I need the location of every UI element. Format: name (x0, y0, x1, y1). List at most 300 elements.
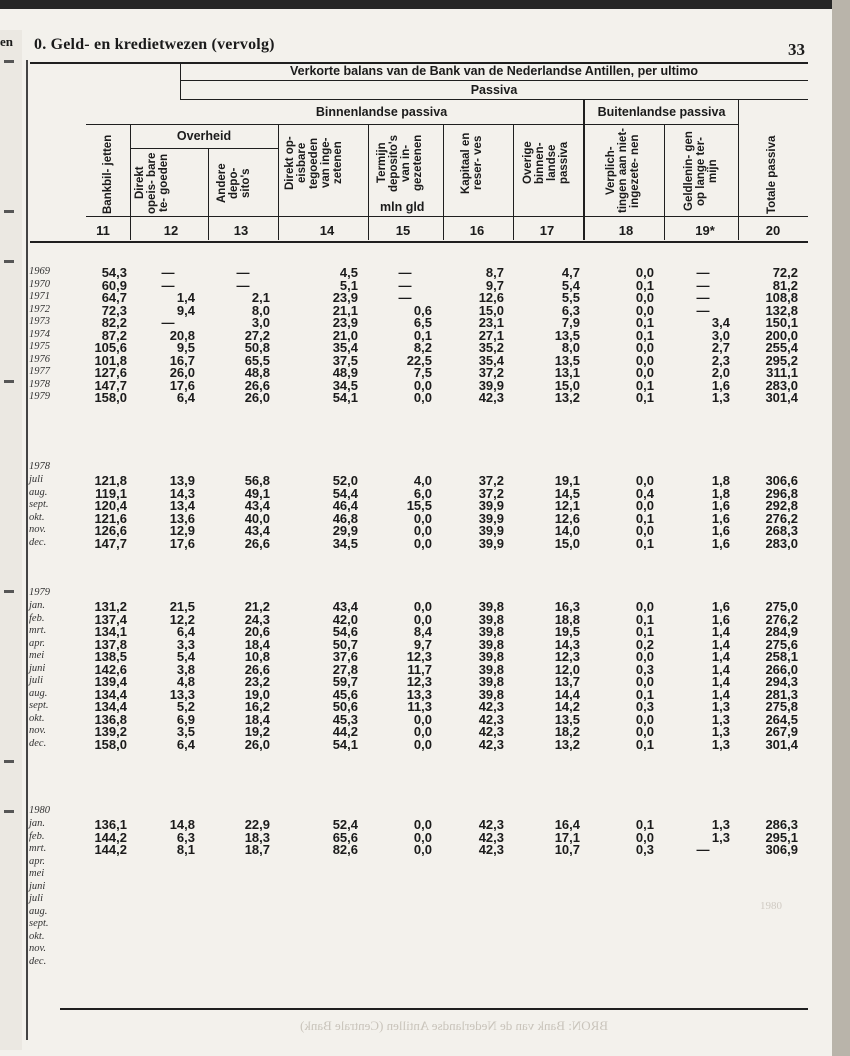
row-label: aug. (29, 486, 48, 498)
table-cell: 8,2 (413, 340, 432, 355)
table-cell: 108,8 (765, 290, 798, 305)
table-cell: 39,8 (478, 674, 504, 689)
table-cell: 18,4 (244, 711, 270, 727)
table-cell: 311,1 (766, 365, 798, 380)
table-cell: 0,0 (635, 599, 654, 614)
table-cell: 20,8 (169, 327, 195, 343)
table-cell: 82,2 (101, 315, 127, 330)
row-label: nov. (29, 524, 47, 535)
table-cell: 2,7 (711, 340, 730, 355)
table-cell: 14,4 (554, 686, 580, 702)
table-cell: 19,5 (554, 624, 580, 639)
row-label: 1973 (29, 316, 50, 327)
table-cell: 139,2 (94, 724, 127, 739)
header-rule (180, 99, 808, 100)
table-cell: 4,8 (176, 674, 195, 689)
table-cell: 144,2 (94, 829, 127, 845)
row-label: nov. (29, 943, 47, 954)
row-label: juli (29, 675, 44, 686)
table-cell: 1,6 (711, 611, 730, 627)
table-cell: 5,1 (339, 277, 358, 293)
table-cell: 21,5 (169, 599, 195, 614)
table-cell: 72,2 (772, 265, 798, 280)
table-cell: 6,0 (413, 485, 432, 501)
table-cell: 72,3 (101, 302, 127, 318)
table-cell: 286,3 (765, 817, 798, 832)
table-cell: 0,3 (635, 842, 654, 857)
section-heading: 1979 (29, 587, 50, 598)
table-cell: 54,3 (101, 265, 127, 280)
row-label: dec. (29, 536, 47, 548)
table-cell: 37,2 (478, 485, 504, 501)
table-cell: 12,6 (554, 510, 580, 526)
table-cell: 12,3 (554, 649, 580, 664)
table-cell: 120,4 (94, 498, 127, 513)
binnenlandse-heading: Binnenlandse passiva (315, 105, 448, 119)
column-number-16: 16 (469, 223, 485, 238)
table-cell: 7,9 (561, 315, 580, 330)
table-cell: 284,9 (765, 624, 798, 639)
table-cell: 144,2 (94, 842, 127, 857)
table-cell: 15,0 (554, 377, 580, 393)
table-cell: 8,0 (561, 340, 580, 355)
table-cell: 150,1 (765, 315, 798, 330)
table-cell: 39,8 (478, 686, 504, 702)
table-cell: 6,3 (176, 829, 195, 845)
table-row (0, 738, 832, 752)
table-cell: 14,5 (554, 485, 580, 501)
table-cell: 14,0 (554, 523, 580, 538)
table-cell: 13,4 (169, 498, 195, 513)
table-cell: 0,0 (635, 649, 654, 664)
table-cell: 0,1 (635, 377, 654, 393)
table-cell: 0,1 (635, 535, 654, 551)
table-cell: 50,7 (332, 636, 358, 652)
table-cell: 12,3 (406, 649, 432, 664)
table-cell: 0,0 (413, 611, 432, 627)
table-cell: 6,4 (176, 390, 195, 405)
table-cell: 142,6 (94, 661, 127, 677)
table-cell: 0,3 (635, 699, 654, 714)
table-cell: 121,6 (94, 510, 127, 526)
table-cell: 0,0 (635, 352, 654, 368)
table-cell: 158,0 (94, 390, 127, 405)
passiva-heading: Passiva (470, 83, 518, 97)
table-cell: 0,1 (635, 510, 654, 526)
table-cell: 14,3 (554, 636, 580, 652)
column-header-16: Kapitaal en reser- ves (460, 132, 484, 194)
table-cell: 6,3 (561, 302, 580, 318)
table-cell: 295,2 (765, 352, 798, 368)
table-cell: 15,0 (478, 302, 504, 318)
table-cell: 255,4 (765, 340, 798, 355)
table-cell: 1,8 (711, 473, 730, 488)
table-cell: 296,8 (765, 485, 798, 501)
table-cell: 65,6 (332, 829, 358, 845)
table-cell: 138,5 (94, 649, 127, 664)
table-cell: 46,8 (332, 510, 358, 526)
table-cell: 12,1 (554, 498, 580, 513)
table-cell: 15,5 (406, 498, 432, 513)
table-bottom-rule (60, 1008, 808, 1010)
table-cell: 5,4 (176, 649, 195, 664)
table-cell: 2,0 (711, 365, 730, 380)
column-number-20: 20 (765, 223, 781, 238)
table-cell: 42,3 (478, 817, 504, 832)
table-cell: 134,4 (94, 686, 127, 702)
table-cell: 0,0 (635, 711, 654, 727)
table-cell: 54,4 (332, 485, 358, 501)
table-cell: 267,9 (765, 724, 798, 739)
table-cell: 0,0 (413, 711, 432, 727)
row-label: 1975 (29, 341, 50, 352)
table-cell: 13,2 (554, 736, 580, 752)
column-divider (443, 124, 444, 240)
table-cell: 54,6 (332, 624, 358, 639)
table-cell: 21,2 (244, 599, 270, 614)
table-cell: 35,2 (478, 340, 504, 355)
table-cell: 43,4 (244, 523, 270, 538)
table-cell: 301,4 (765, 736, 798, 752)
table-cell: 39,8 (478, 661, 504, 677)
table-cell: 18,3 (244, 829, 270, 845)
table-cell: 0,0 (413, 842, 432, 857)
header-rule (180, 80, 808, 81)
table-cell: 42,3 (478, 736, 504, 752)
table-cell: 37,2 (478, 473, 504, 488)
table-cell: 22,5 (406, 352, 432, 368)
row-label: dec. (29, 955, 47, 967)
table-cell: 137,4 (94, 611, 127, 627)
column-number-13: 13 (233, 223, 249, 238)
table-cell: 23,2 (244, 674, 270, 689)
table-cell: 6,4 (176, 624, 195, 639)
table-cell: 42,0 (332, 611, 358, 627)
table-cell: 276,2 (765, 510, 798, 526)
table-cell: 0,0 (413, 510, 432, 526)
table-cell: 275,8 (765, 699, 798, 714)
row-label: 1977 (29, 366, 50, 377)
row-label: sept. (29, 918, 49, 929)
table-cell: 39,8 (478, 624, 504, 639)
table-cell: 13,2 (554, 390, 580, 405)
table-cell: 39,8 (478, 611, 504, 627)
table-cell: 87,2 (101, 327, 127, 343)
table-cell: — (236, 265, 250, 280)
table-cell: 126,6 (94, 523, 127, 538)
table-cell: 1,4 (711, 686, 730, 702)
column-header-19: Geldlenin- gen op lange ter- mijn (683, 131, 719, 211)
table-cell: 27,8 (332, 661, 358, 677)
table-cell: 10,7 (554, 842, 580, 857)
table-row (0, 956, 832, 970)
table-cell: 158,0 (94, 736, 127, 752)
header-rule (130, 148, 278, 149)
table-cell: 81,2 (772, 277, 798, 293)
row-label: apr. (29, 637, 46, 649)
table-cell: — (161, 265, 175, 280)
table-title: Verkorte balans van de Bank van de Nederlandse Antillen, per ultimo (290, 64, 698, 78)
table-cell: 0,0 (413, 724, 432, 739)
table-cell: 105,6 (94, 340, 127, 355)
table-cell: 281,3 (765, 686, 798, 702)
table-cell: 0,0 (635, 365, 654, 380)
table-cell: 306,6 (765, 473, 798, 488)
table-cell: 0,1 (635, 327, 654, 343)
row-label: mei (29, 868, 45, 879)
column-header-11: Bankbil- jetten (102, 134, 114, 214)
table-cell: 12,0 (554, 661, 580, 677)
row-label: juli (29, 474, 44, 485)
table-cell: 13,3 (406, 686, 432, 702)
table-cell: 17,6 (169, 377, 195, 393)
table-cell: 19,0 (244, 686, 270, 702)
table-cell: — (696, 290, 710, 305)
row-label: 1971 (29, 291, 50, 302)
table-cell: 45,6 (332, 686, 358, 702)
table-cell: 1,6 (711, 510, 730, 526)
table-cell: 0,3 (635, 661, 654, 677)
row-label: aug. (29, 687, 48, 699)
table-cell: 22,9 (244, 817, 270, 832)
table-cell: 59,7 (332, 674, 358, 689)
table-cell: 0,0 (635, 473, 654, 488)
table-cell: 0,0 (413, 736, 432, 752)
table-cell: 27,2 (244, 327, 270, 343)
table-cell: 258,1 (765, 649, 798, 664)
table-cell: 1,6 (711, 377, 730, 393)
table-cell: 5,4 (561, 277, 580, 293)
table-cell: 23,9 (332, 290, 358, 305)
table-cell: 44,2 (332, 724, 358, 739)
table-cell: 35,4 (478, 352, 504, 368)
table-cell: 52,4 (332, 817, 358, 832)
table-cell: 3,4 (711, 315, 730, 330)
table-cell: 42,3 (478, 724, 504, 739)
column-number-18: 18 (618, 223, 634, 238)
table-cell: 26,6 (244, 377, 270, 393)
table-cell: 29,9 (332, 523, 358, 538)
table-cell: 43,4 (244, 498, 270, 513)
table-cell: 0,0 (635, 523, 654, 538)
table-cell: 82,6 (332, 842, 358, 857)
table-cell: 17,6 (169, 535, 195, 551)
table-cell: 0,0 (635, 302, 654, 318)
table-cell: 13,3 (169, 686, 195, 702)
table-cell: 1,6 (711, 599, 730, 614)
table-cell: 16,7 (169, 352, 195, 368)
table-cell: 0,0 (635, 290, 654, 305)
table-cell: 37,6 (332, 649, 358, 664)
table-cell: 42,3 (478, 390, 504, 405)
column-header-20: Totale passiva (766, 135, 778, 214)
table-cell: 1,4 (711, 649, 730, 664)
row-label: feb. (29, 612, 45, 624)
column-header-18: Verplich- tingen aan niet- ingezete- nen (605, 128, 641, 214)
table-cell: 1,3 (711, 724, 730, 739)
table-cell: 0,4 (635, 485, 654, 501)
table-cell: 12,9 (169, 523, 195, 538)
table-cell: 4,7 (561, 265, 580, 280)
row-label: 1976 (29, 353, 50, 365)
table-cell: 0,1 (635, 817, 654, 832)
table-cell: 264,5 (765, 711, 798, 727)
table-cell: 121,8 (94, 473, 127, 488)
row-label: feb. (29, 830, 45, 842)
row-label: mei (29, 650, 45, 661)
table-cell: 275,6 (765, 636, 798, 652)
table-cell: 17,1 (554, 829, 580, 845)
table-cell: 276,2 (765, 611, 798, 627)
column-header-15: Termijn deposito's van in- gezetenen (376, 134, 424, 192)
table-cell: 13,1 (554, 365, 580, 380)
table-cell: 1,8 (711, 485, 730, 501)
row-label: juli (29, 893, 44, 904)
table-cell: 11,3 (407, 699, 432, 714)
header-rule (86, 216, 808, 217)
table-cell: 8,1 (176, 842, 195, 857)
table-cell: 0,0 (635, 498, 654, 513)
table-cell: 147,7 (94, 535, 127, 551)
table-cell: 0,1 (635, 611, 654, 627)
table-cell: 21,0 (332, 327, 358, 343)
table-cell: 266,0 (765, 661, 798, 677)
table-cell: 15,0 (554, 535, 580, 551)
table-cell: 0,0 (413, 523, 432, 538)
column-header-17: Overige binnen- landse passiva (522, 141, 570, 185)
row-label: jan. (29, 600, 46, 611)
table-cell: 0,1 (413, 327, 432, 343)
table-cell: — (161, 277, 175, 293)
table-cell: 50,6 (332, 699, 358, 714)
table-cell: 1,3 (711, 390, 730, 405)
table-cell: 5,2 (176, 699, 195, 714)
table-cell: 23,9 (332, 315, 358, 330)
table-cell: 139,4 (94, 674, 127, 689)
column-divider (208, 148, 209, 240)
table-cell: 119,1 (95, 485, 127, 501)
table-cell: 0,0 (635, 829, 654, 845)
table-row (0, 537, 832, 551)
row-label: 1970 (29, 278, 50, 290)
bleed-through-text: 1980 (760, 900, 782, 912)
scan-right-edge (832, 0, 850, 1056)
table-cell: 1,3 (711, 711, 730, 727)
table-cell: 127,6 (94, 365, 127, 380)
table-cell: 137,8 (94, 636, 127, 652)
table-cell: 0,0 (413, 817, 432, 832)
table-cell: 10,8 (244, 649, 270, 664)
table-cell: 1,3 (711, 736, 730, 752)
table-cell: 26,0 (244, 390, 270, 405)
table-cell: 40,0 (244, 510, 270, 526)
column-divider (738, 100, 739, 240)
table-cell: 48,8 (244, 365, 270, 380)
table-cell: 43,4 (332, 599, 358, 614)
table-cell: 3,0 (251, 315, 270, 330)
table-cell: 46,4 (332, 498, 358, 513)
table-cell: 136,1 (94, 817, 127, 832)
table-cell: 9,4 (176, 302, 195, 318)
table-cell: 52,0 (332, 473, 358, 488)
column-divider (368, 124, 369, 240)
table-cell: — (236, 277, 250, 293)
row-label: sept. (29, 499, 49, 510)
table-cell: 0,1 (635, 736, 654, 752)
table-cell: 14,8 (169, 817, 195, 832)
table-cell: 7,5 (413, 365, 432, 380)
row-label: dec. (29, 737, 47, 749)
table-cell: 2,3 (711, 352, 730, 368)
row-label: nov. (29, 725, 47, 736)
table-cell: 39,8 (478, 636, 504, 652)
table-cell: 6,4 (176, 736, 195, 752)
column-number-17: 17 (539, 223, 555, 238)
unit-label: mln gld (380, 200, 425, 214)
table-cell: 0,1 (635, 390, 654, 405)
table-cell: 2,1 (251, 290, 270, 305)
column-header-12: Direkt opeis- bare te- goeden (134, 152, 170, 214)
table-cell: 147,7 (94, 377, 127, 393)
table-cell: 56,8 (244, 473, 270, 488)
table-cell: 8,4 (413, 624, 432, 639)
buitenlandse-heading: Buitenlandse passiva (597, 105, 726, 119)
table-cell: 0,1 (635, 315, 654, 330)
table-cell: 19,1 (554, 473, 580, 488)
header-rule-bottom (30, 241, 808, 243)
table-cell: 12,6 (478, 290, 504, 305)
table-cell: 26,6 (244, 661, 270, 677)
table-cell: 18,2 (554, 724, 580, 739)
table-cell: — (696, 842, 710, 857)
table-cell: 39,9 (478, 535, 504, 551)
table-cell: 1,4 (176, 290, 195, 305)
table-cell: 0,0 (413, 535, 432, 551)
table-cell: — (696, 302, 710, 318)
table-cell: 16,4 (554, 817, 580, 832)
table-cell: 50,8 (244, 340, 270, 355)
table-cell: 134,4 (94, 699, 127, 714)
table-cell: 11,7 (407, 661, 432, 677)
table-cell: 14,3 (169, 485, 195, 501)
table-cell: 16,3 (554, 599, 580, 614)
row-label: 1974 (29, 328, 50, 340)
table-cell: 60,9 (101, 277, 127, 293)
header-rule (86, 124, 738, 125)
table-cell: 131,2 (94, 599, 127, 614)
table-cell: 16,2 (244, 699, 270, 714)
table-cell: 0,6 (413, 302, 432, 318)
table-cell: 65,5 (244, 352, 270, 368)
table-cell: 295,1 (765, 829, 798, 845)
column-divider (664, 124, 665, 240)
table-cell: 24,3 (244, 611, 270, 627)
table-cell: 275,0 (765, 599, 798, 614)
page-title: 0. Geld- en kredietwezen (vervolg) (34, 36, 275, 53)
table-cell: 0,0 (413, 390, 432, 405)
table-cell: 34,5 (332, 377, 358, 393)
row-label: mrt. (29, 843, 47, 854)
table-cell: 35,4 (332, 340, 358, 355)
table-cell: 4,0 (413, 473, 432, 488)
table-cell: 39,9 (478, 523, 504, 538)
table-cell: 9,7 (485, 277, 504, 293)
row-label: apr. (29, 855, 46, 867)
row-label: mrt. (29, 625, 47, 636)
page-number: 33 (788, 40, 805, 59)
column-header-13: Andere depo- sito's (216, 163, 252, 203)
table-cell: 12,3 (406, 674, 432, 689)
